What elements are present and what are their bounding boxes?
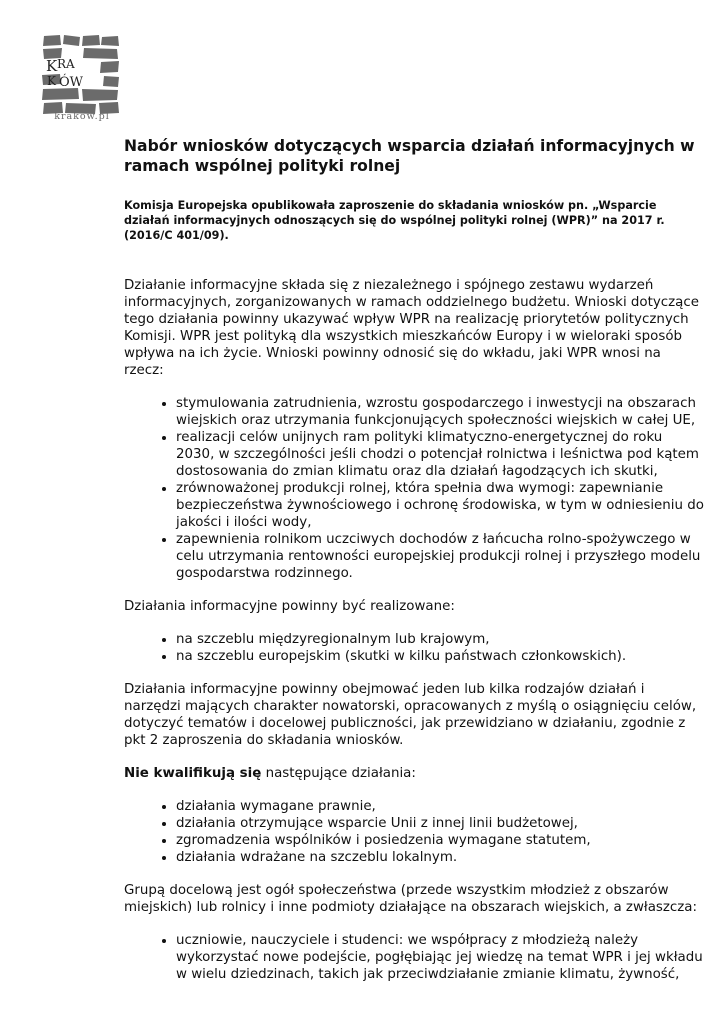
logo-caption[interactable]: krakow.pl [54, 111, 110, 122]
article-title: Nabór wniosków dotyczących wsparcia działań informacyjnych w ramach wspólnej polityki rolnej [124, 137, 695, 175]
list-item: • działania wymagane prawnie, [176, 798, 704, 815]
excluded-list [124, 798, 704, 866]
target-list [124, 932, 704, 983]
logo-letters-ra: RA [57, 57, 75, 71]
article [124, 136, 704, 999]
list-item: • działania wdrażane na szczeblu lokalnym. [176, 849, 704, 866]
contributions-list [124, 395, 704, 582]
excluded-bold: Nie kwalifikują się [124, 766, 262, 781]
list-item: • zrównoważonej produkcji rolnej, która spełnia dwa wymogi: zapewnianie bezpieczeństwa żywnościowego i ochronę środowiska, w tym w odniesieniu do jakości i ilości wody, [176, 480, 704, 531]
logo-letter-k2: K [47, 74, 56, 88]
tools-paragraph: Działania informacyjne powinny obejmować jeden lub kilka rodzajów działań i narzędzi mających charakter nowatorski, opracowanych z myślą o osiągnięciu celów, dotyczyć tematów i docelowej publiczności, jak przewidziano w działaniu, zgodnie z pkt 2 zaproszenia do składania wniosków. [124, 682, 697, 748]
excluded-rest: następujące działania: [261, 766, 416, 781]
list-item: • działania otrzymujące wsparcie Unii z innej linii budżetowej, [176, 815, 704, 832]
list-item: • na szczeblu europejskim (skutki w kilku państwach członkowskich). [176, 648, 704, 665]
list-item: • zgromadzenia wspólników i posiedzenia wymagane statutem, [176, 832, 704, 849]
levels-list [124, 631, 704, 665]
article-lead: Komisja Europejska opublikowała zaproszenie do składania wniosków pn. „Wsparcie działań informacyjnych odnoszących się do wspólnej polityki rolnej (WPR)” na 2017 r. (2016/C 401/09). [124, 199, 665, 242]
list-item: • stymulowania zatrudnienia, wzrostu gospodarczego i inwestycji na obszarach wiejskich oraz utrzymania funkcjonujących społeczności wiejskich w całej UE, [176, 395, 704, 429]
target-paragraph: Grupą docelową jest ogół społeczeństwa (przede wszystkim młodzież z obszarów miejskich) lub rolnicy i inne podmioty działające na obszarach wiejskich, a zwłaszcza: [124, 883, 698, 915]
intro-paragraph: Działanie informacyjne składa się z niezależnego i spójnego zestawu wydarzeń informacyjnych, zorganizowanych w ramach oddzielnego budżetu. Wnioski dotyczące tego działania powinny ukazywać wpływ WPR na realizację priorytetów politycznych Komisji. WPR jest polityką dla wszystkich mieszkańców Europy i w wieloraki sposób wpływa na ich życie. Wnioski powinny odnosić się do wkładu, jaki WPR wnosi na rzecz: [124, 278, 699, 378]
list-item: • realizacji celów unijnych ram polityki klimatyczno-energetycznej do roku 2030, w szczególności jeśli chodzi o potencjał rolnictwa i leśnictwa pod kątem dostosowania do zmian klimatu oraz dla działań łagodzących ich skutki, [176, 429, 704, 480]
levels-intro: Działania informacyjne powinny być realizowane: [124, 599, 455, 614]
list-item: • na szczeblu międzyregionalnym lub krajowym, [176, 631, 704, 648]
logo-letters-ow: ÓW [59, 75, 84, 90]
logo-letter-k1: K [46, 57, 58, 75]
list-item: • zapewnienia rolnikom uczciwych dochodów z łańcucha rolno-spożywczego w celu utrzymania rentowności europejskiej produkcji rolnej i przyszłego modelu gospodarstwa rodzinnego. [176, 531, 704, 582]
list-item: • uczniowie, nauczyciele i studenci: we współpracy z młodzieżą należy wykorzystać nowe podejście, pogłębiając jej wiedzę na temat WPR i jej wkładu w wielu dziedzinach, takich jak przeciwdziałanie zmianie klimatu, żywność, [176, 932, 704, 983]
excluded-intro [124, 765, 704, 782]
